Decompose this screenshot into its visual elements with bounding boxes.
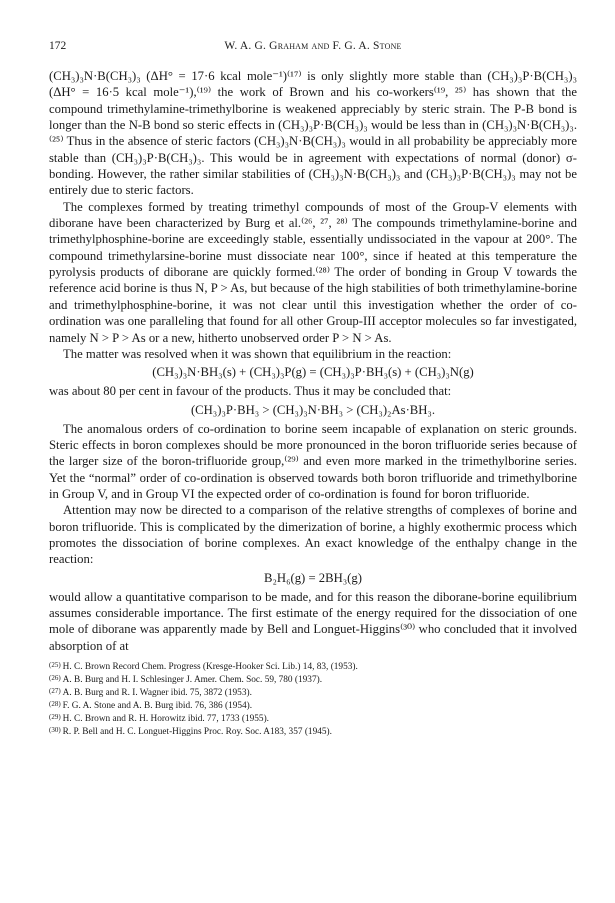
footnote-text: A. B. Burg and R. I. Wagner ibid. 75, 3872 (1953).	[62, 688, 252, 699]
footnote-mark: (26)	[49, 674, 61, 683]
footnote-text: F. G. A. Stone and A. B. Burg ibid. 76, 386 (1954).	[62, 701, 253, 712]
footnote	[49, 660, 577, 673]
equation: B₂H₆(g) = 2BH₃(g)	[264, 570, 362, 585]
page-header	[49, 40, 577, 60]
footnote-mark: (27)	[49, 687, 61, 696]
footnote	[49, 725, 577, 738]
paragraph: The matter was resolved when it was shown that equilibrium in the reaction:	[63, 346, 452, 361]
footnote-mark: (28)	[49, 700, 61, 709]
footnote	[49, 712, 577, 725]
paragraph: was about 80 per cent in favour of the products. Thus it may be concluded that:	[49, 384, 452, 399]
paragraph: (CH₃)₃N·B(CH₃)₃ (ΔH° = 17·6 kcal mole⁻¹)⁽¹⁷⁾ is only slightly more stable than (CH₃)₃P·B(CH₃)₃ (ΔH° = 16·5 kcal mole⁻¹),⁽¹⁹⁾ the work of Brown and his co-workers⁽¹⁹, ²⁵⁾ has shown that the compound trimethylamine-trimethylborine is weakened appreciably by steric strain. The P-B bond is longer than the N-B bond so steric effects in (CH₃)₃P·B(CH₃)₃ would be less than in (CH₃)₃N·B(CH₃)₃.⁽²⁵⁾ Thus in the absence of steric factors (CH₃)₃N·B(CH₃)₃ would in all probability be appreciably more stable than (CH₃)₃P·B(CH₃)₃. This would be in agreement with expectations of normal (donor) σ-bonding. However, the rather similar stabilities of (CH₃)₃N·B(CH₃)₃ and (CH₃)₃P·B(CH₃)₃ may not be entirely due to steric factors.	[49, 69, 577, 198]
footnote-text: H. C. Brown Record Chem. Progress (Kresge-Hooker Sci. Lib.) 14, 83, (1953).	[62, 662, 358, 672]
paragraph: would allow a quantitative comparison to be made, and for this reason the diborane-borine equilibrium assumes considerable importance. The first estimate of the energy required for the dissociation of one mole of diborane was apparently made by Bell and Longuet-Higgins⁽³⁰⁾ who concluded that it involved absorption of at	[49, 589, 577, 653]
footnotes	[49, 660, 577, 739]
paragraph: The anomalous orders of co-ordination to borine seem incapable of explanation on steric grounds. Steric effects in boron complexes should be more pronounced in the boron trifluoride series because of the larger size of the boron-trifluoride group,⁽²⁹⁾ and even more marked in the trimethylborine series. Yet the “normal” order of co-ordination is observed towards both boron trifluoride and trimethylborine in Group V, and in Group VI the expected order of co-ordination is found for boron trifluoride.	[49, 421, 577, 501]
document-page	[49, 40, 577, 739]
footnote	[49, 673, 577, 686]
paragraph: Attention may now be directed to a comparison of the relative strengths of complexes of borine and boron trifluoride. This is complicated by the dimerization of borine, a highly exothermic process which promotes the dissociation of borine complexes. An exact knowledge of the enthalpy change in the reaction:	[49, 503, 577, 567]
footnote-mark: (29)	[49, 713, 61, 722]
footnote-text: H. C. Brown and R. H. Horowitz ibid. 77, 1733 (1955).	[62, 714, 269, 725]
footnote-text: A. B. Burg and H. I. Schlesinger J. Amer. Chem. Soc. 59, 780 (1937).	[62, 675, 323, 686]
page-number: 172	[49, 40, 67, 52]
paragraph: The complexes formed by treating trimethyl compounds of most of the Group-V elements with diborane have been characterized by Burg et al.⁽²⁶, ²⁷, ²⁸⁾ The compounds trimethylamine-borine and trimethylphosphine-borine are exceedingly stable, essentially undissociated in the vapour at 200°. The compound trimethylarsine-borine must dissociate near 100°, since if heated at this temperature the pyrolysis products of diborane are quickly formed.⁽²⁸⁾ The order of bonding in Group V towards the reference acid borine is thus N, P > As, but because of the high stabilities of both trimethylamine-borine and trimethylphosphine-borine, it was not clear until this investigation whether the order of co-ordination was one paralleling that found for all other Group-III acceptor molecules so far investigated, namely N > P > As or a new, hitherto unobserved order P > N > As.	[49, 199, 577, 345]
running-head: W. A. G. Graham and F. G. A. Stone	[224, 40, 402, 52]
equation: (CH₃)₃N·BH₃(s) + (CH₃)₃P(g) = (CH₃)₃P·BH₃(s) + (CH₃)₃N(g)	[152, 365, 474, 380]
footnote	[49, 699, 577, 712]
footnote-mark: (30)	[49, 726, 61, 735]
footnote	[49, 686, 577, 699]
footnote-text: R. P. Bell and H. C. Longuet-Higgins Proc. Roy. Soc. A183, 357 (1945).	[62, 727, 332, 738]
equation: (CH₃)₃P·BH₃ > (CH₃)₃N·BH₃ > (CH₃)₂As·BH₃.	[190, 402, 436, 417]
body-text	[49, 68, 577, 654]
footnote-mark: (25)	[49, 661, 61, 669]
